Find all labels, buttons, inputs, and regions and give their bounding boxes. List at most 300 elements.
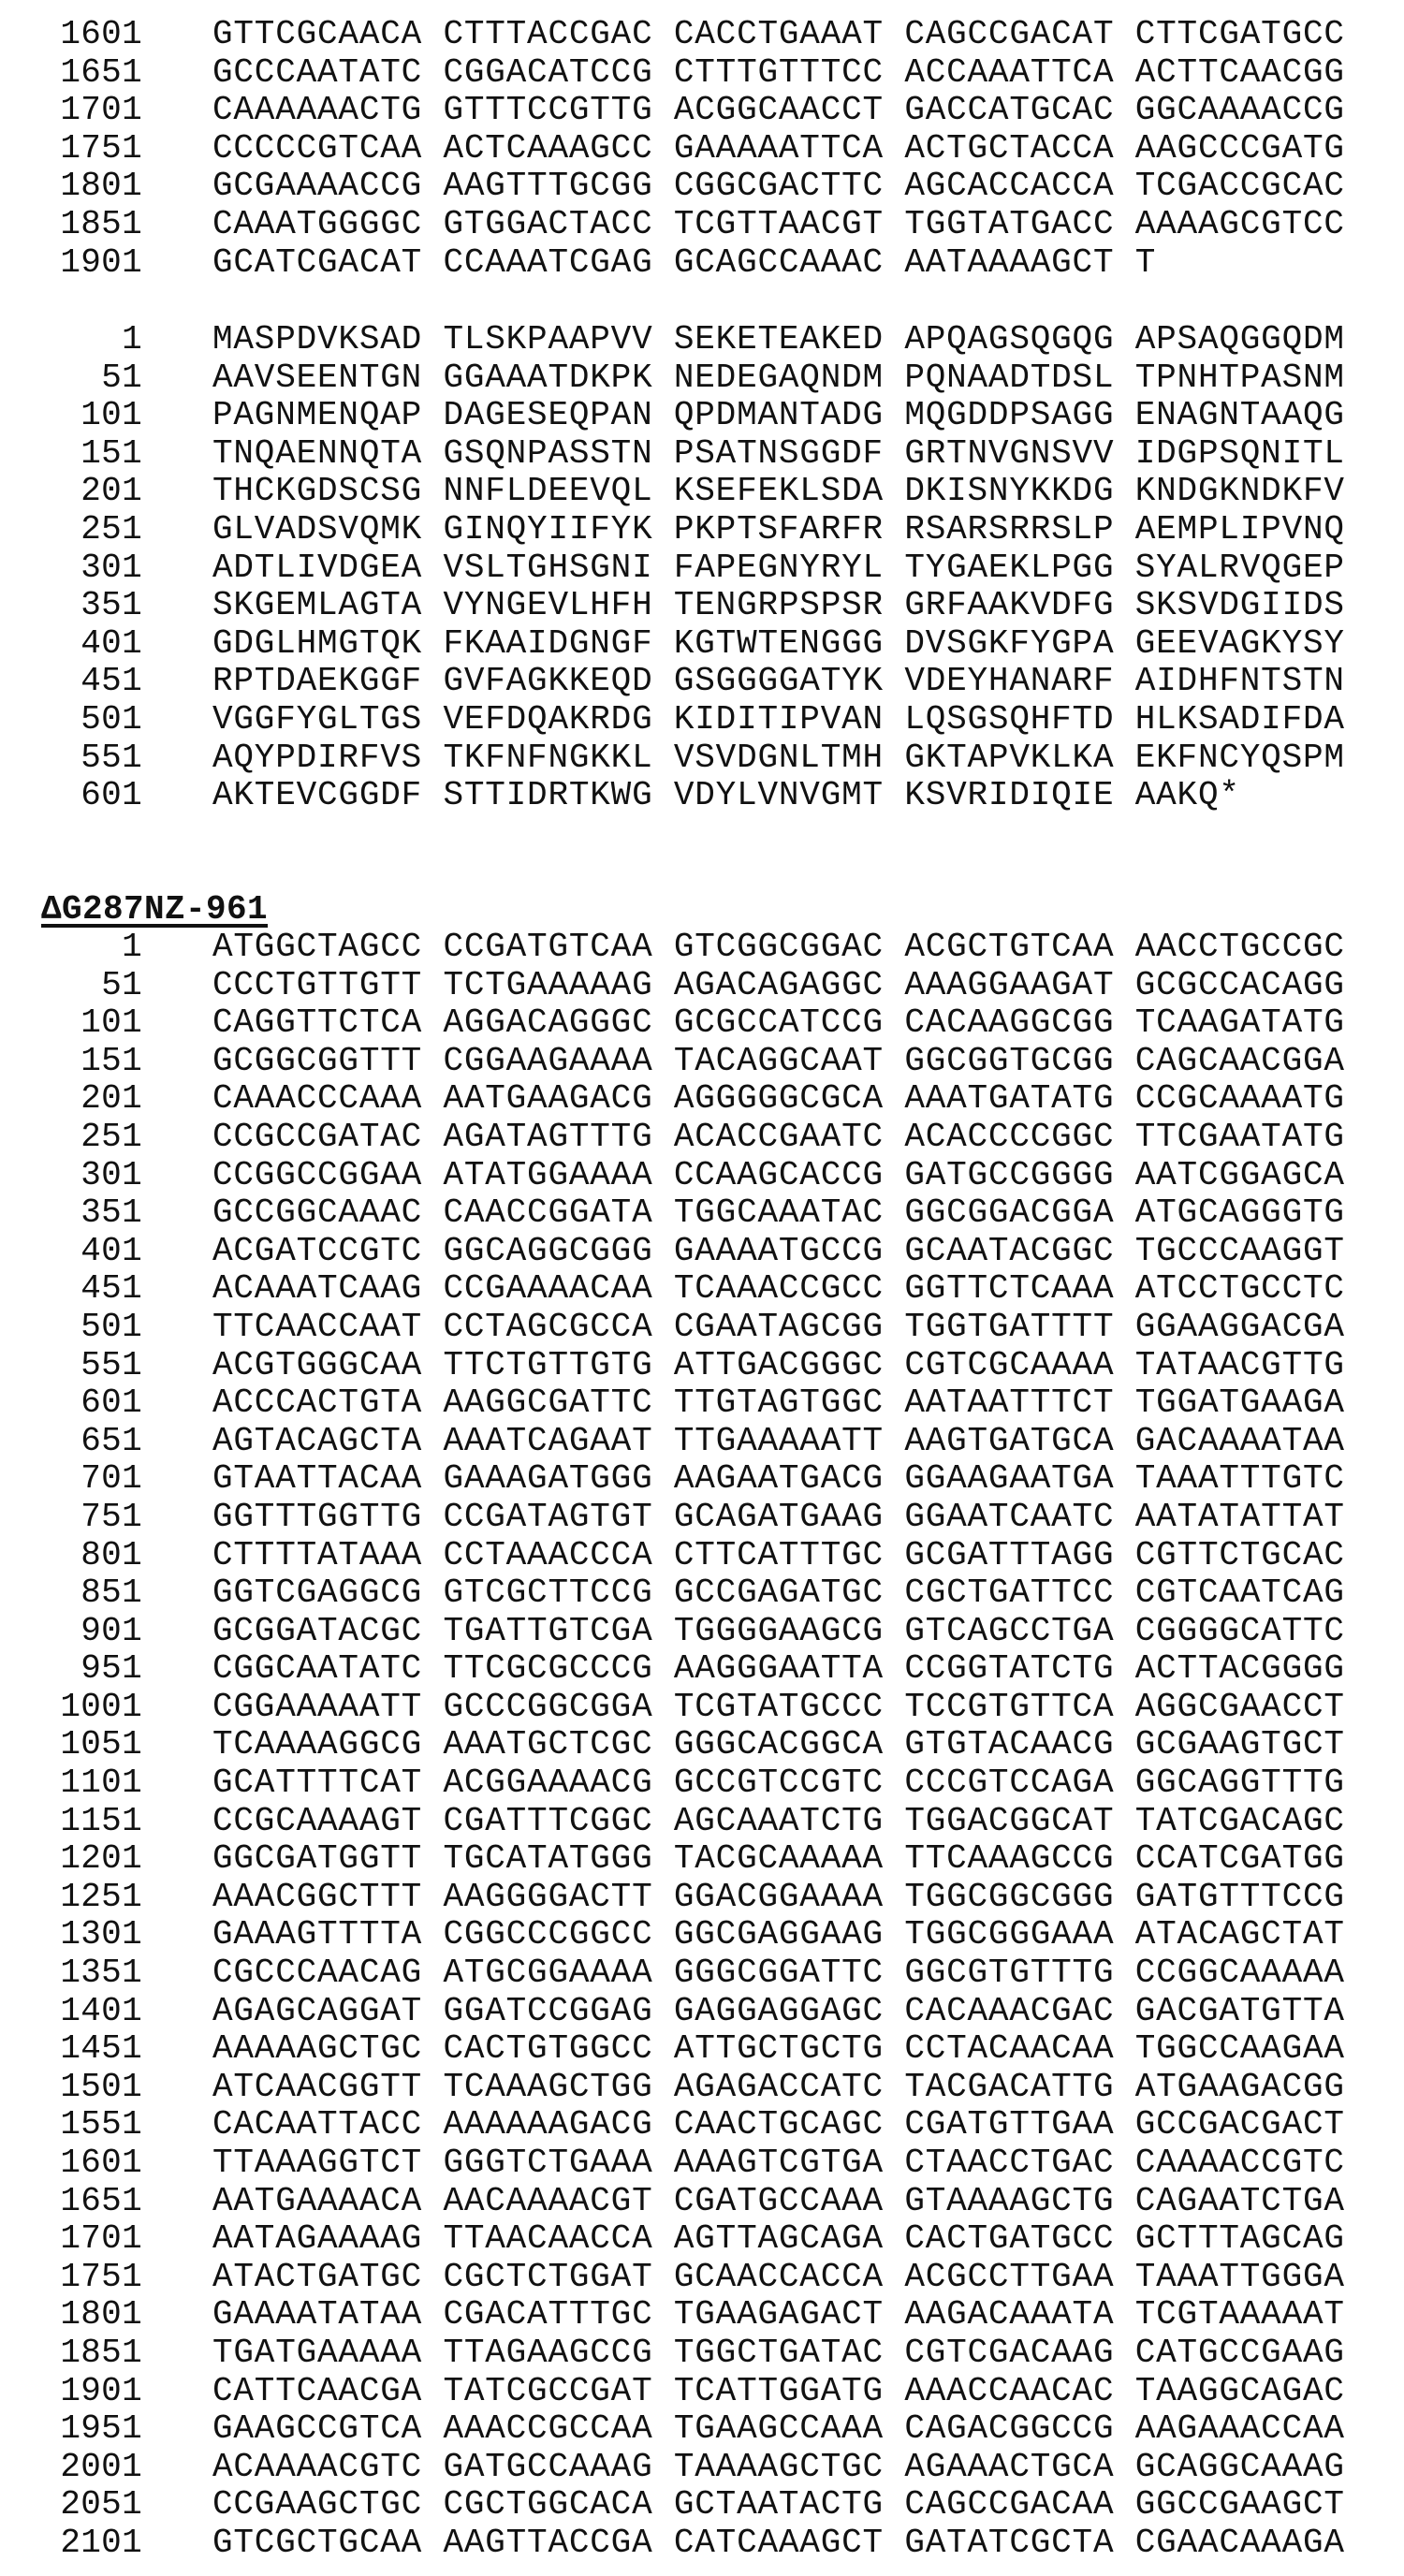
sequence-group: TGGCAAATAC xyxy=(674,1194,884,1233)
sequence-group: CTTCGATGCC xyxy=(1135,16,1345,54)
position-number: 1351 xyxy=(0,1954,142,1993)
sequence-group: AAGTTACCGA xyxy=(443,2525,652,2563)
sequence-group: TKFNFNGKKL xyxy=(443,739,652,778)
sequence-group: ACTTCAACGG xyxy=(1135,54,1345,93)
sequence-groups xyxy=(212,397,1366,435)
sequence-group: DAGESEQPAN xyxy=(443,397,652,435)
sequence-group: TTCAAAGCCG xyxy=(904,1840,1114,1879)
sequence-row xyxy=(0,549,1404,588)
sequence-group: AKTEVCGGDF xyxy=(212,777,422,815)
position-number: 101 xyxy=(0,397,142,435)
sequence-group: GCGGCGGTTT xyxy=(212,1043,422,1081)
sequence-group: KSVRIDIQIE xyxy=(904,777,1114,815)
sequence-group: ATACTGATGC xyxy=(212,2259,422,2297)
sequence-group: GAAAGATGGG xyxy=(443,1460,652,1499)
sequence-group: GTTCGCAACA xyxy=(212,16,422,54)
sequence-row xyxy=(0,777,1404,815)
sequence-group: AAACGGCTTT xyxy=(212,1879,422,1917)
sequence-group: TGGCTGATAC xyxy=(674,2334,884,2373)
sequence-group: AGAAACTGCA xyxy=(904,2449,1114,2487)
sequence-group: PAGNMENQAP xyxy=(212,397,422,435)
position-number: 1901 xyxy=(0,244,142,283)
sequence-row xyxy=(0,1119,1404,1157)
sequence-group: GTGGACTACC xyxy=(443,206,652,244)
position-number: 1751 xyxy=(0,130,142,168)
position-number: 251 xyxy=(0,1119,142,1157)
sequence-group: CGTCGACAAG xyxy=(904,2334,1114,2373)
sequence-groups xyxy=(212,2259,1366,2297)
sequence-group: AAGGGGACTT xyxy=(443,1879,652,1917)
sequence-group: TAAATTTGTC xyxy=(1135,1460,1345,1499)
sequence-row xyxy=(0,929,1404,967)
sequence-group: AAGAATGACG xyxy=(674,1460,884,1499)
sequence-groups xyxy=(212,130,1366,168)
sequence-group: GGAAATDKPK xyxy=(443,359,652,398)
sequence-group: CATGCCGAAG xyxy=(1135,2334,1345,2373)
sequence-group: VDYLVNVGMT xyxy=(674,777,884,815)
sequence-group: GCAGGCAAAG xyxy=(1135,2449,1345,2487)
sequence-group: GTAAAAGCTG xyxy=(904,2183,1114,2221)
sequence-group: GGCGGACGGA xyxy=(904,1194,1114,1233)
position-number: 1151 xyxy=(0,1803,142,1841)
sequence-group: KSEFEKLSDA xyxy=(674,473,884,511)
sequence-group: GAAGCCGTCA xyxy=(212,2410,422,2449)
sequence-group: TYGAEKLPGG xyxy=(904,549,1114,588)
sequence-row xyxy=(0,2259,1404,2297)
sequence-group: HLKSADIFDA xyxy=(1135,701,1345,739)
sequence-groups xyxy=(212,625,1366,664)
sequence-group: CCTACAACAA xyxy=(904,2030,1114,2069)
position-number: 201 xyxy=(0,1080,142,1119)
sequence-group: CGGAAGAAAA xyxy=(443,1043,652,1081)
sequence-group: GATGCCAAAG xyxy=(443,2449,652,2487)
position-number: 1701 xyxy=(0,2220,142,2259)
sequence-groups xyxy=(212,1309,1366,1347)
sequence-groups xyxy=(212,1384,1366,1423)
sequence-group: TNQAENNQTA xyxy=(212,435,422,474)
sequence-row xyxy=(0,1689,1404,1727)
sequence-group: STTIDRTKWG xyxy=(443,777,652,815)
sequence-group: TTCTGTTGTG xyxy=(443,1347,652,1385)
sequence-group: CCGCAAAAGT xyxy=(212,1803,422,1841)
sequence-group: AATAAAAGCT xyxy=(904,244,1114,283)
sequence-group: CCTAAACCCA xyxy=(443,1537,652,1575)
sequence-group: AACAAAACGT xyxy=(443,2183,652,2221)
sequence-row xyxy=(0,2030,1404,2069)
sequence-group: AAACCAACAC xyxy=(904,2373,1114,2411)
position-number: 1851 xyxy=(0,206,142,244)
sequence-row xyxy=(0,435,1404,474)
sequence-group: GGATCCGGAG xyxy=(443,1993,652,2031)
sequence-group: TCGTATGCCC xyxy=(674,1689,884,1727)
sequence-group: FAPEGNYRYL xyxy=(674,549,884,588)
sequence-group: GCATCGACAT xyxy=(212,244,422,283)
sequence-group: AACCTGCCGC xyxy=(1135,929,1345,967)
sequence-group: TATCGCCGAT xyxy=(443,2373,652,2411)
sequence-group: CAAAAAACTG xyxy=(212,92,422,130)
sequence-group: GCGAAGTGCT xyxy=(1135,1726,1345,1764)
sequence-groups xyxy=(212,929,1366,967)
sequence-group: CATCAAAGCT xyxy=(674,2525,884,2563)
position-number: 1401 xyxy=(0,1993,142,2031)
sequence-group: GCCGACGACT xyxy=(1135,2106,1345,2144)
position-number: 1051 xyxy=(0,1726,142,1764)
position-number: 351 xyxy=(0,587,142,625)
sequence-row xyxy=(0,1347,1404,1385)
sequence-row xyxy=(0,663,1404,701)
sequence-group: VYNGEVLHFH xyxy=(443,587,652,625)
sequence-group: MQGDDPSAGG xyxy=(904,397,1114,435)
sequence-group: TLSKPAAPVV xyxy=(443,321,652,359)
sequence-group: NEDEGAQNDM xyxy=(674,359,884,398)
position-number: 901 xyxy=(0,1613,142,1651)
sequence-row xyxy=(0,2069,1404,2107)
position-number: 1751 xyxy=(0,2259,142,2297)
sequence-group: GGGCGGATTC xyxy=(674,1954,884,1993)
position-number: 851 xyxy=(0,1574,142,1613)
sequence-group: GTAATTACAA xyxy=(212,1460,422,1499)
sequence-groups xyxy=(212,1916,1366,1954)
sequence-group: TTAACAACCA xyxy=(443,2220,652,2259)
sequence-row xyxy=(0,1157,1404,1195)
sequence-group: CCATCGATGG xyxy=(1135,1840,1345,1879)
sequence-groups xyxy=(212,2410,1366,2449)
sequence-group: DVSGKFYGPA xyxy=(904,625,1114,664)
sequence-group: TCGTTAACGT xyxy=(674,206,884,244)
position-number: 1701 xyxy=(0,92,142,130)
sequence-group: TCATTGGATG xyxy=(674,2373,884,2411)
sequence-row xyxy=(0,1726,1404,1764)
sequence-group: KGTWTENGGG xyxy=(674,625,884,664)
sequence-group: GGGTCTGAAA xyxy=(443,2144,652,2183)
sequence-row xyxy=(0,1650,1404,1689)
sequence-group: NNFLDEEVQL xyxy=(443,473,652,511)
sequence-group: CGGCAATATC xyxy=(212,1650,422,1689)
sequence-group: CACTGATGCC xyxy=(904,2220,1114,2259)
sequence-groups xyxy=(212,244,1177,283)
sequence-group: GCTAATACTG xyxy=(674,2486,884,2525)
sequence-group: GTCAGCCTGA xyxy=(904,1613,1114,1651)
sequence-group: ACCCACTGTA xyxy=(212,1384,422,1423)
sequence-group: RSARSRRSLP xyxy=(904,511,1114,549)
sequence-group: T xyxy=(1135,244,1156,283)
position-number: 2001 xyxy=(0,2449,142,2487)
sequence-group: AGGACAGGGC xyxy=(443,1004,652,1043)
sequence-row xyxy=(0,1803,1404,1841)
sequence-group: GCCGTCCGTC xyxy=(674,1764,884,1803)
dna-sequence-961 xyxy=(0,929,1404,2563)
sequence-group: GCAGCCAAAC xyxy=(674,244,884,283)
sequence-row xyxy=(0,625,1404,664)
sequence-group: ADTLIVDGEA xyxy=(212,549,422,588)
sequence-group: CCGGCAAAAA xyxy=(1135,1954,1345,1993)
sequence-group: ACACCCCGGC xyxy=(904,1119,1114,1157)
sequence-groups xyxy=(212,435,1366,474)
sequence-row xyxy=(0,1993,1404,2031)
sequence-group: ACGGAAAACG xyxy=(443,1764,652,1803)
sequence-row xyxy=(0,168,1404,206)
sequence-group: GGCCGAAGCT xyxy=(1135,2486,1345,2525)
sequence-row xyxy=(0,397,1404,435)
sequence-group: GAAAAATTCA xyxy=(674,130,884,168)
sequence-group: CACAAGGCGG xyxy=(904,1004,1114,1043)
sequence-group: GTCGGCGGAC xyxy=(674,929,884,967)
sequence-row xyxy=(0,2144,1404,2183)
sequence-group: CGCTGGCACA xyxy=(443,2486,652,2525)
sequence-group: AEMPLIPVNQ xyxy=(1135,511,1345,549)
sequence-groups xyxy=(212,1460,1366,1499)
sequence-group: CCAAGCACCG xyxy=(674,1157,884,1195)
sequence-group: TTCGAATATG xyxy=(1135,1119,1345,1157)
sequence-group: TGAAGCCAAA xyxy=(674,2410,884,2449)
sequence-group: TCTGAAAAAG xyxy=(443,967,652,1005)
sequence-row xyxy=(0,739,1404,778)
sequence-groups xyxy=(212,1270,1366,1309)
sequence-groups xyxy=(212,1423,1366,1461)
sequence-group: TTCGCGCCCG xyxy=(443,1650,652,1689)
sequence-group: TGGGGAAGCG xyxy=(674,1613,884,1651)
sequence-group: GCAGATGAAG xyxy=(674,1499,884,1537)
sequence-group: TGGTGATTTT xyxy=(904,1309,1114,1347)
sequence-row xyxy=(0,321,1404,359)
sequence-group: GGTCGAGGCG xyxy=(212,1574,422,1613)
sequence-row xyxy=(0,1004,1404,1043)
sequence-group: CTTTACCGAC xyxy=(443,16,652,54)
sequence-group: GCGAAAACCG xyxy=(212,168,422,206)
sequence-group: VGGFYGLTGS xyxy=(212,701,422,739)
sequence-group: CGGCCCGGCC xyxy=(443,1916,652,1954)
sequence-group: TAAAAGCTGC xyxy=(674,2449,884,2487)
sequence-group: AAGTGATGCA xyxy=(904,1423,1114,1461)
sequence-group: AAACCGCCAA xyxy=(443,2410,652,2449)
sequence-group: GAAAATATAA xyxy=(212,2296,422,2334)
sequence-group: CAAATGGGGC xyxy=(212,206,422,244)
sequence-groups xyxy=(212,1650,1366,1689)
sequence-group: SYALRVQGEP xyxy=(1135,549,1345,588)
sequence-row xyxy=(0,1309,1404,1347)
sequence-groups xyxy=(212,1157,1366,1195)
sequence-group: AGACAGAGGC xyxy=(674,967,884,1005)
sequence-group: CGACATTTGC xyxy=(443,2296,652,2334)
sequence-group: TENGRPSPSR xyxy=(674,587,884,625)
sequence-row xyxy=(0,206,1404,244)
sequence-groups xyxy=(212,1194,1366,1233)
sequence-group: GCATTTTCAT xyxy=(212,1764,422,1803)
sequence-groups xyxy=(212,1993,1366,2031)
sequence-group: AAGTTTGCGG xyxy=(443,168,652,206)
sequence-row xyxy=(0,1499,1404,1537)
position-number: 601 xyxy=(0,1384,142,1423)
sequence-groups xyxy=(212,1764,1366,1803)
sequence-group: GKTAPVKLKA xyxy=(904,739,1114,778)
sequence-group: VSLTGHSGNI xyxy=(443,549,652,588)
sequence-groups xyxy=(212,1119,1366,1157)
sequence-group: TGGCGGGAAA xyxy=(904,1916,1114,1954)
sequence-group: ACAAAACGTC xyxy=(212,2449,422,2487)
sequence-groups xyxy=(212,2144,1366,2183)
sequence-group: AAAAAAGACG xyxy=(443,2106,652,2144)
sequence-group: ACGTGGGCAA xyxy=(212,1347,422,1385)
sequence-group: CGGCGACTTC xyxy=(674,168,884,206)
sequence-group: TAAATTGGGA xyxy=(1135,2259,1345,2297)
sequence-row xyxy=(0,473,1404,511)
sequence-group: EKFNCYQSPM xyxy=(1135,739,1345,778)
sequence-group: GTCGCTTCCG xyxy=(443,1574,652,1613)
sequence-group: TATCGACAGC xyxy=(1135,1803,1345,1841)
position-number: 1001 xyxy=(0,1689,142,1727)
sequence-group: TCCGTGTTCA xyxy=(904,1689,1114,1727)
sequence-group: CGCTGATTCC xyxy=(904,1574,1114,1613)
sequence-group: CAGCCGACAA xyxy=(904,2486,1114,2525)
sequence-groups xyxy=(212,2486,1366,2525)
sequence-group: CTTTGTTTCC xyxy=(674,54,884,93)
sequence-group: AQYPDIRFVS xyxy=(212,739,422,778)
sequence-row xyxy=(0,2220,1404,2259)
sequence-row xyxy=(0,2296,1404,2334)
sequence-group: TCGTAAAAAT xyxy=(1135,2296,1345,2334)
position-number: 101 xyxy=(0,1004,142,1043)
sequence-row xyxy=(0,2373,1404,2411)
sequence-group: CCCCCGTCAA xyxy=(212,130,422,168)
sequence-group: CAAACCCAAA xyxy=(212,1080,422,1119)
sequence-group: CTTCATTTGC xyxy=(674,1537,884,1575)
sequence-group: CGTCAATCAG xyxy=(1135,1574,1345,1613)
sequence-group: GINQYIIFYK xyxy=(443,511,652,549)
sequence-group: AATAATTTCT xyxy=(904,1384,1114,1423)
position-number: 1651 xyxy=(0,2183,142,2221)
sequence-group: GAAAGTTTTA xyxy=(212,1916,422,1954)
sequence-group: GGAATCAATC xyxy=(904,1499,1114,1537)
position-number: 1951 xyxy=(0,2410,142,2449)
sequence-group: CCGAAAACAA xyxy=(443,1270,652,1309)
sequence-groups xyxy=(212,168,1366,206)
sequence-group: TACGCAAAAA xyxy=(674,1840,884,1879)
sequence-group: ATTGACGGGC xyxy=(674,1347,884,1385)
position-number: 301 xyxy=(0,549,142,588)
sequence-row xyxy=(0,92,1404,130)
sequence-groups xyxy=(212,16,1366,54)
sequence-group: SEKETEAKED xyxy=(674,321,884,359)
sequence-group: ACGATCCGTC xyxy=(212,1233,422,1271)
sequence-group: TACGACATTG xyxy=(904,2069,1114,2107)
sequence-group: ENAGNTAAQG xyxy=(1135,397,1345,435)
sequence-group: GGAAGGACGA xyxy=(1135,1309,1345,1347)
position-number: 1801 xyxy=(0,2296,142,2334)
sequence-groups xyxy=(212,2334,1366,2373)
sequence-row xyxy=(0,1840,1404,1879)
sequence-group: CCGGTATCTG xyxy=(904,1650,1114,1689)
sequence-group: ACGCTGTCAA xyxy=(904,929,1114,967)
position-number: 301 xyxy=(0,1157,142,1195)
sequence-group: GACAAAATAA xyxy=(1135,1423,1345,1461)
sequence-group: ACTGCTACCA xyxy=(904,130,1114,168)
sequence-groups xyxy=(212,663,1366,701)
position-number: 801 xyxy=(0,1537,142,1575)
sequence-group: APQAGSQGQG xyxy=(904,321,1114,359)
sequence-row xyxy=(0,1764,1404,1803)
sequence-group: CGATGCCAAA xyxy=(674,2183,884,2221)
position-number: 351 xyxy=(0,1194,142,1233)
sequence-group: GTCGCTGCAA xyxy=(212,2525,422,2563)
sequence-row xyxy=(0,1233,1404,1271)
sequence-group: AAAGGAAGAT xyxy=(904,967,1114,1005)
sequence-row xyxy=(0,244,1404,283)
sequence-group: AAATCAGAAT xyxy=(443,1423,652,1461)
sequence-group: DKISNYKKDG xyxy=(904,473,1114,511)
sequence-groups xyxy=(212,1233,1366,1271)
sequence-row xyxy=(0,1080,1404,1119)
position-number: 51 xyxy=(0,967,142,1005)
position-number: 1551 xyxy=(0,2106,142,2144)
sequence-group: ATCAACGGTT xyxy=(212,2069,422,2107)
sequence-group: AAGGGAATTA xyxy=(674,1650,884,1689)
sequence-row xyxy=(0,701,1404,739)
sequence-row xyxy=(0,1879,1404,1917)
sequence-group: AAAGTCGTGA xyxy=(674,2144,884,2183)
sequence-row xyxy=(0,2525,1404,2563)
sequence-group: PQNAADTDSL xyxy=(904,359,1114,398)
sequence-group: TAAGGCAGAC xyxy=(1135,2373,1345,2411)
position-number: 1901 xyxy=(0,2373,142,2411)
sequence-group: CAACTGCAGC xyxy=(674,2106,884,2144)
sequence-group: TCAAACCGCC xyxy=(674,1270,884,1309)
sequence-group: TGAAGAGACT xyxy=(674,2296,884,2334)
position-number: 1251 xyxy=(0,1879,142,1917)
sequence-group: TGCCCAAGGT xyxy=(1135,1233,1345,1271)
sequence-group: GGACGGAAAA xyxy=(674,1879,884,1917)
sequence-group: GGCGGTGCGG xyxy=(904,1043,1114,1081)
sequence-group: CCGGCCGGAA xyxy=(212,1157,422,1195)
sequence-group: CGTCGCAAAA xyxy=(904,1347,1114,1385)
dna-sequence-continuation xyxy=(0,16,1404,282)
position-number: 2051 xyxy=(0,2486,142,2525)
sequence-group: ATATGGAAAA xyxy=(443,1157,652,1195)
sequence-groups xyxy=(212,92,1366,130)
sequence-group: CGGAAAAATT xyxy=(212,1689,422,1727)
sequence-group: CACTGTGGCC xyxy=(443,2030,652,2069)
sequence-group: VEFDQAKRDG xyxy=(443,701,652,739)
sequence-row xyxy=(0,1613,1404,1651)
sequence-group: TCAAAGCTGG xyxy=(443,2069,652,2107)
sequence-group: AAKQ* xyxy=(1135,777,1240,815)
sequence-group: ACGCCTTGAA xyxy=(904,2259,1114,2297)
protein-sequence xyxy=(0,321,1404,815)
sequence-group: GGCGTGTTTG xyxy=(904,1954,1114,1993)
sequence-group: GCCCAATATC xyxy=(212,54,422,93)
sequence-group: ATGCAGGGTG xyxy=(1135,1194,1345,1233)
sequence-group: RPTDAEKGGF xyxy=(212,663,422,701)
sequence-group: GGGCACGGCA xyxy=(674,1726,884,1764)
sequence-group: CCGATGTCAA xyxy=(443,929,652,967)
sequence-group: AGGCGAACCT xyxy=(1135,1689,1345,1727)
position-number: 1451 xyxy=(0,2030,142,2069)
sequence-row xyxy=(0,2334,1404,2373)
sequence-group: GCTTTAGCAG xyxy=(1135,2220,1345,2259)
sequence-group: GVFAGKKEQD xyxy=(443,663,652,701)
sequence-row xyxy=(0,2106,1404,2144)
sequence-group: GCGGATACGC xyxy=(212,1613,422,1651)
sequence-group: GTTTCCGTTG xyxy=(443,92,652,130)
sequence-group: KNDGKNDKFV xyxy=(1135,473,1345,511)
sequence-group: KIDITIPVAN xyxy=(674,701,884,739)
sequence-group: CGCCCAACAG xyxy=(212,1954,422,1993)
position-number: 951 xyxy=(0,1650,142,1689)
sequence-group: AAGACAAATA xyxy=(904,2296,1114,2334)
sequence-group: CAAAACCGTC xyxy=(1135,2144,1345,2183)
sequence-group: AGTTAGCAGA xyxy=(674,2220,884,2259)
position-number: 701 xyxy=(0,1460,142,1499)
sequence-group: CGAATAGCGG xyxy=(674,1309,884,1347)
